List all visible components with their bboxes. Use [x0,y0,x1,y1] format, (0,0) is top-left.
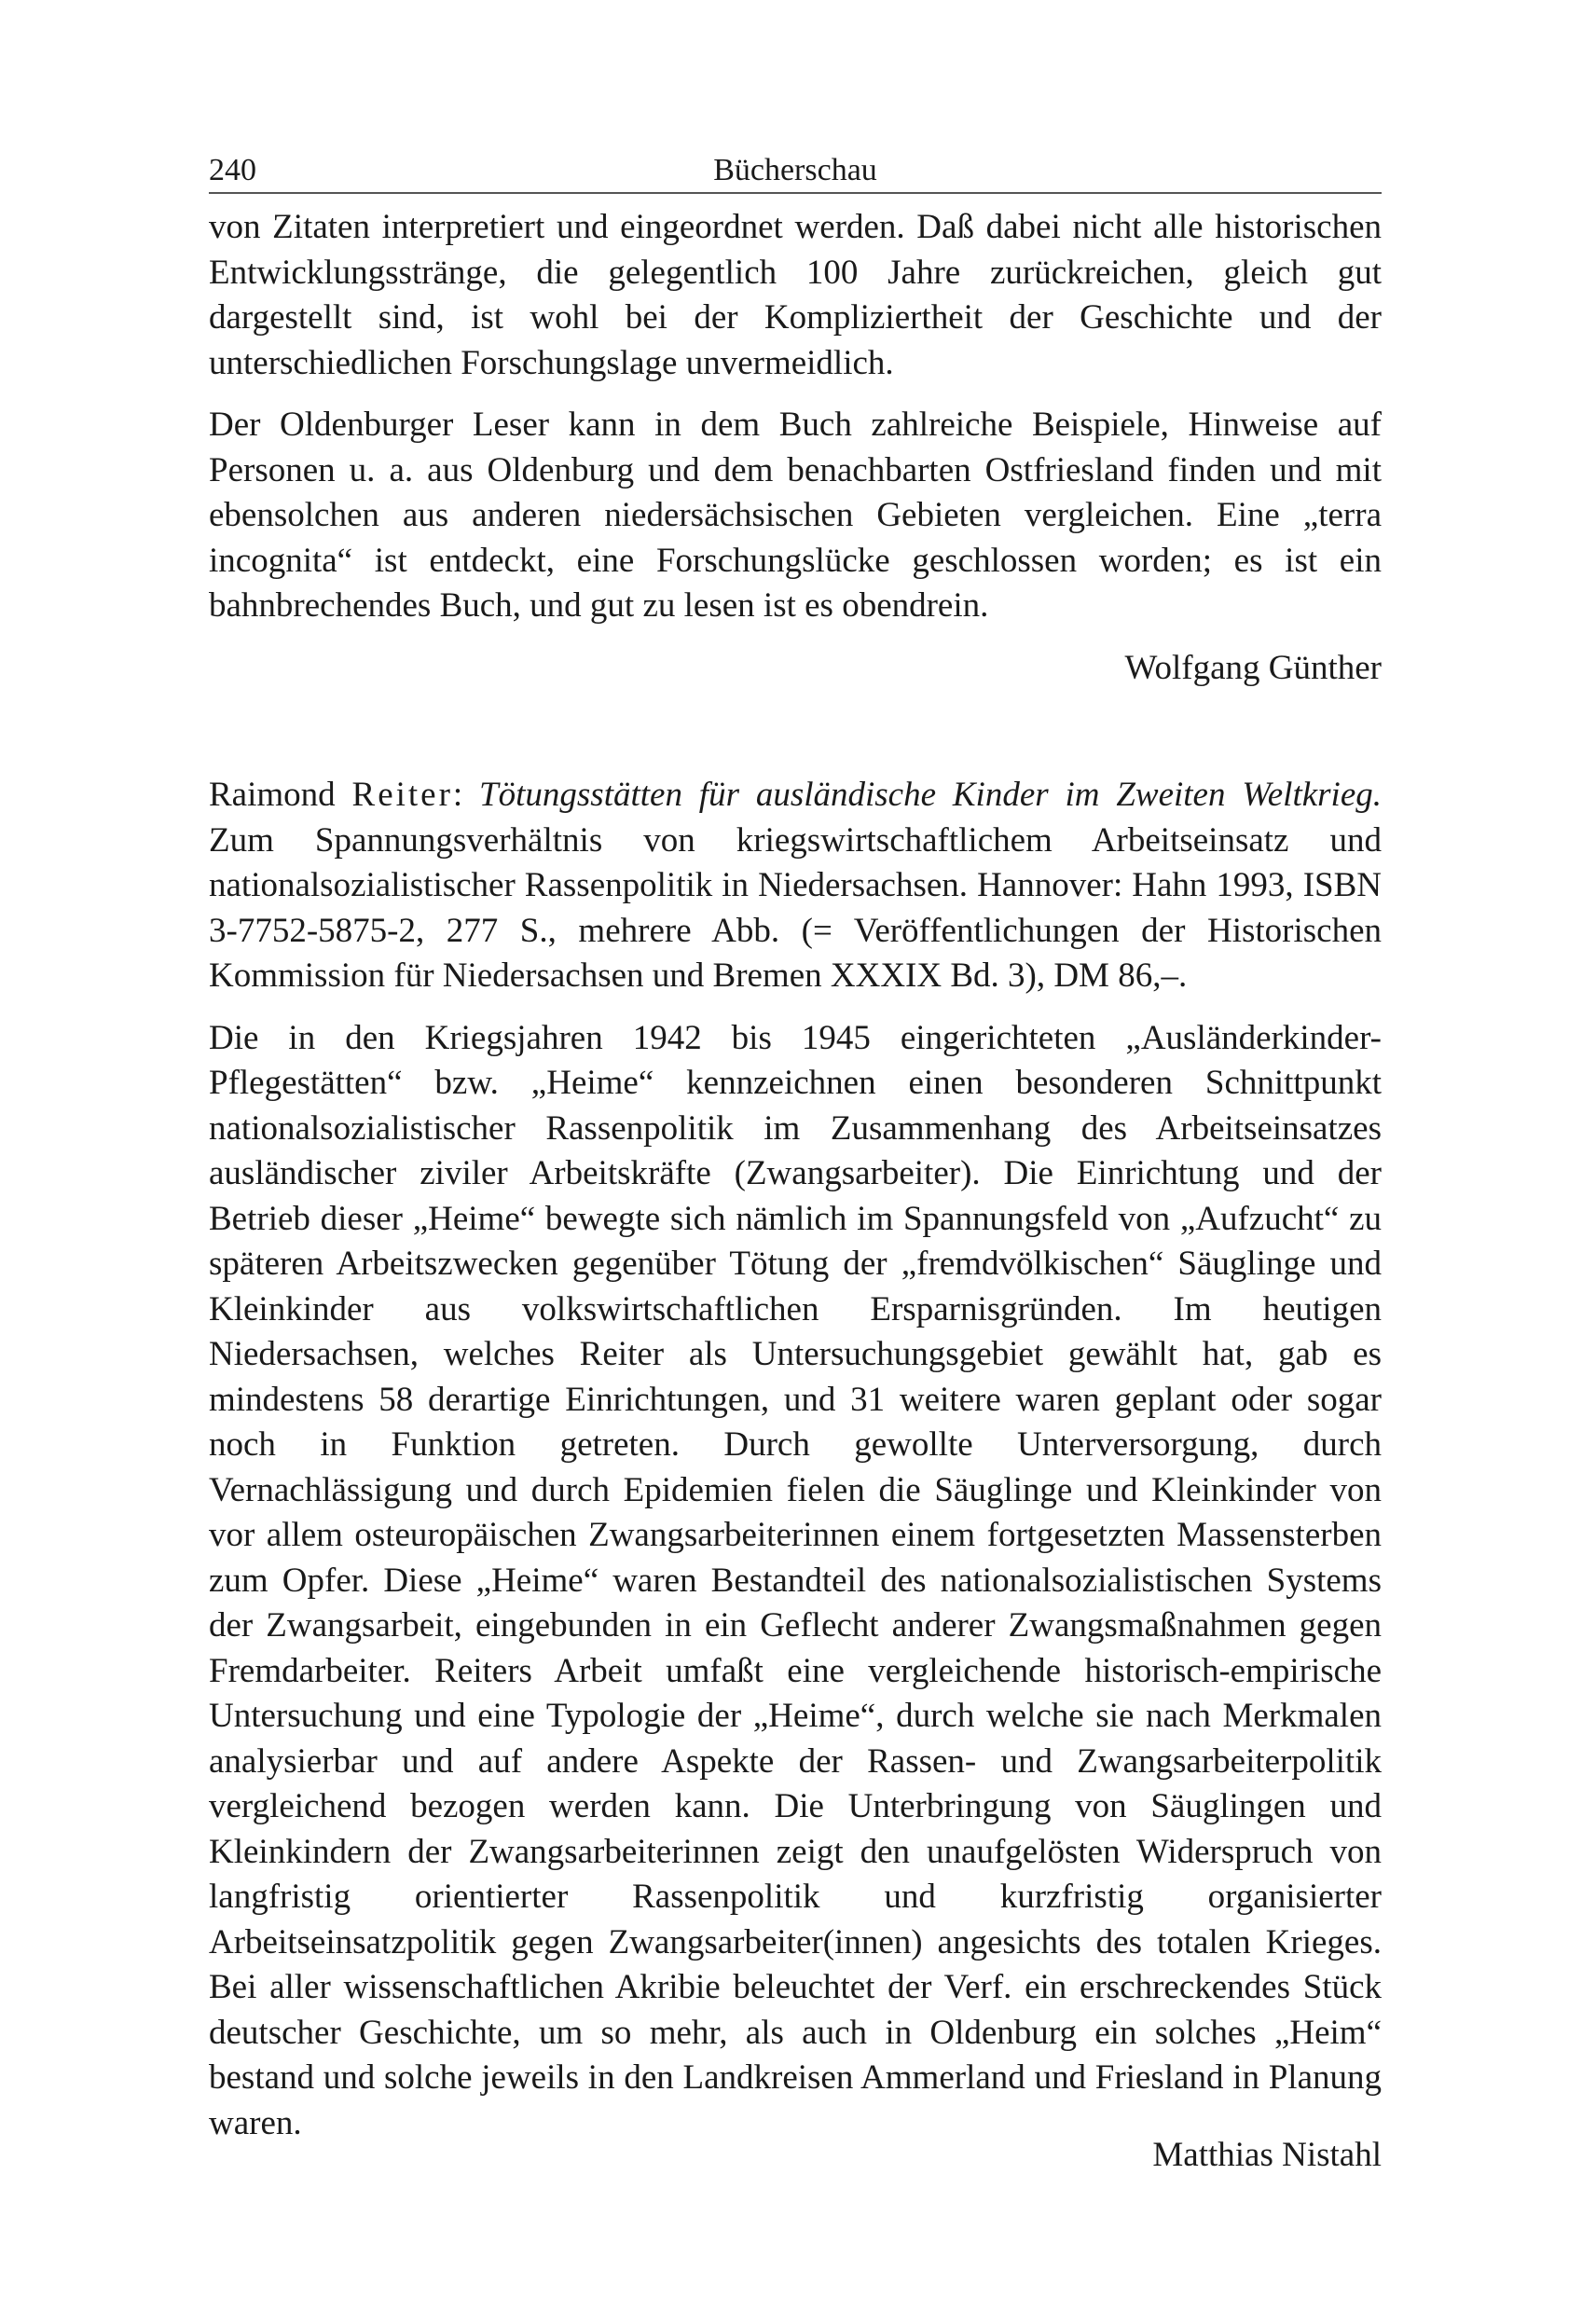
author-first-name: Raimond [209,776,336,814]
section-title: Bücherschau [713,153,877,187]
book-page [209,149,1382,2179]
review-1-signature: Wolfgang Günther [1124,648,1382,687]
review-2-paragraph: Die in den Kriegsjahren 1942 bis 1945 eingerichteten „Ausländerkinder-Pflegestätten“ bzw. „Heime“ kennzeichnen einen besonderen Schnittpunkt nationalsozialistischer Rassenpolitik im Zusammenhang des Arbeitseinsatzes ausländischer ziviler Arbeitskräfte (Zwangsarbeiter). Die Einrichtung und der Betrieb dieser „Heime“ bewegte sich nämlich im Spannungsfeld von „Aufzucht“ zu späteren Arbeitszwecken gegenüber Tötung der „fremdvölkischen“ Säuglinge und Kleinkinder aus volkswirtschaftlichen Ersparnisgründen. Im heutigen Niedersachsen, welches Reiter als Untersuchungsgebiet gewählt hat, gab es mindestens 58 derartige Einrichtungen, und 31 weitere waren geplant oder sogar noch in Funktion getreten. Durch gewollte Unterversorgung, durch Vernachlässigung und durch Epidemien fielen die Säuglinge und Kleinkinder von vor allem osteuropäischen Zwangsarbeiterinnen einem fortgesetzten Massensterben zum Opfer. Diese „Heime“ waren Bestandteil des nationalsozialistischen Systems der Zwangsarbeit, eingebunden in ein Geflecht anderer Zwangsmaßnahmen gegen Fremdarbeiter. Reiters Arbeit umfaßt eine vergleichende historisch-empirische Untersuchung und eine Typologie der „Heime“, durch welche sie nach Merkmalen analysierbar und auf andere Aspekte der Rassen- und Zwangsarbeiterpolitik vergleichend bezogen werden kann. Die Unterbringung von Säuglingen und Kleinkindern der Zwangsarbeiterinnen zeigt den unaufgelösten Widerspruch von langfristig orientierter Rassenpolitik und kurzfristig organisierter Arbeitseinsatzpolitik gegen Zwangsarbeiter(innen) angesichts des totalen Krieges. Bei aller wissenschaftlichen Akribie beleuchtet der Verf. ein erschreckendes Stück deutscher Geschichte, um so mehr, als auch in Oldenburg ein solches „Heim“ bestand und solche jeweils in den Landkreisen Ammerland und Friesland in Planung waren. [209,1018,1382,2142]
running-head [209,149,1382,194]
book-details: Zum Spannungsverhältnis von kriegswirtschaftlichem Arbeitseinsatz und nationalsozialistischer Rassenpolitik in Niedersachsen. Hannover: Hahn 1993, ISBN 3-7752-5875-2, 277 S., mehrere Abb. (= Veröffentlichungen der Historischen Kommission für Niedersachsen und Bremen XXXIX Bd. 3), DM 86,–. [209,820,1382,995]
book-title: Tötungsstätten für ausländische Kinder im Zweiten Weltkrieg. [479,776,1383,814]
review-1-paragraph-1: von Zitaten interpretiert und eingeordnet werden. Daß dabei nicht alle historischen Entwicklungsstränge, die gelegentlich 100 Jahre zurückreichen, gleich gut dargestellt sind, ist wohl bei der Kompliziertheit der Geschichte und der unterschiedlichen Forschungslage unvermeidlich. [209,208,1382,382]
author-surname: Reiter [351,776,453,814]
page-number: 240 [209,153,256,187]
review-2 [209,773,1382,2179]
citation-colon: : [452,776,463,814]
book-citation [209,773,1382,999]
review-2-signature: Matthias Nistahl [1152,2136,1382,2174]
review-1-paragraph-2: Der Oldenburger Leser kann in dem Buch zahlreiche Beispiele, Hinweise auf Personen u. a. aus Oldenburg und dem benachbarten Ostfriesland finden und mit ebensolchen aus anderen niedersächsischen Gebieten vergleichen. Eine „terra incognita“ ist entdeckt, eine Forschungslücke geschlossen worden; es ist ein bahnbrechendes Buch, und gut zu lesen ist es obendrein. [209,406,1382,625]
review-1 [209,205,1382,691]
